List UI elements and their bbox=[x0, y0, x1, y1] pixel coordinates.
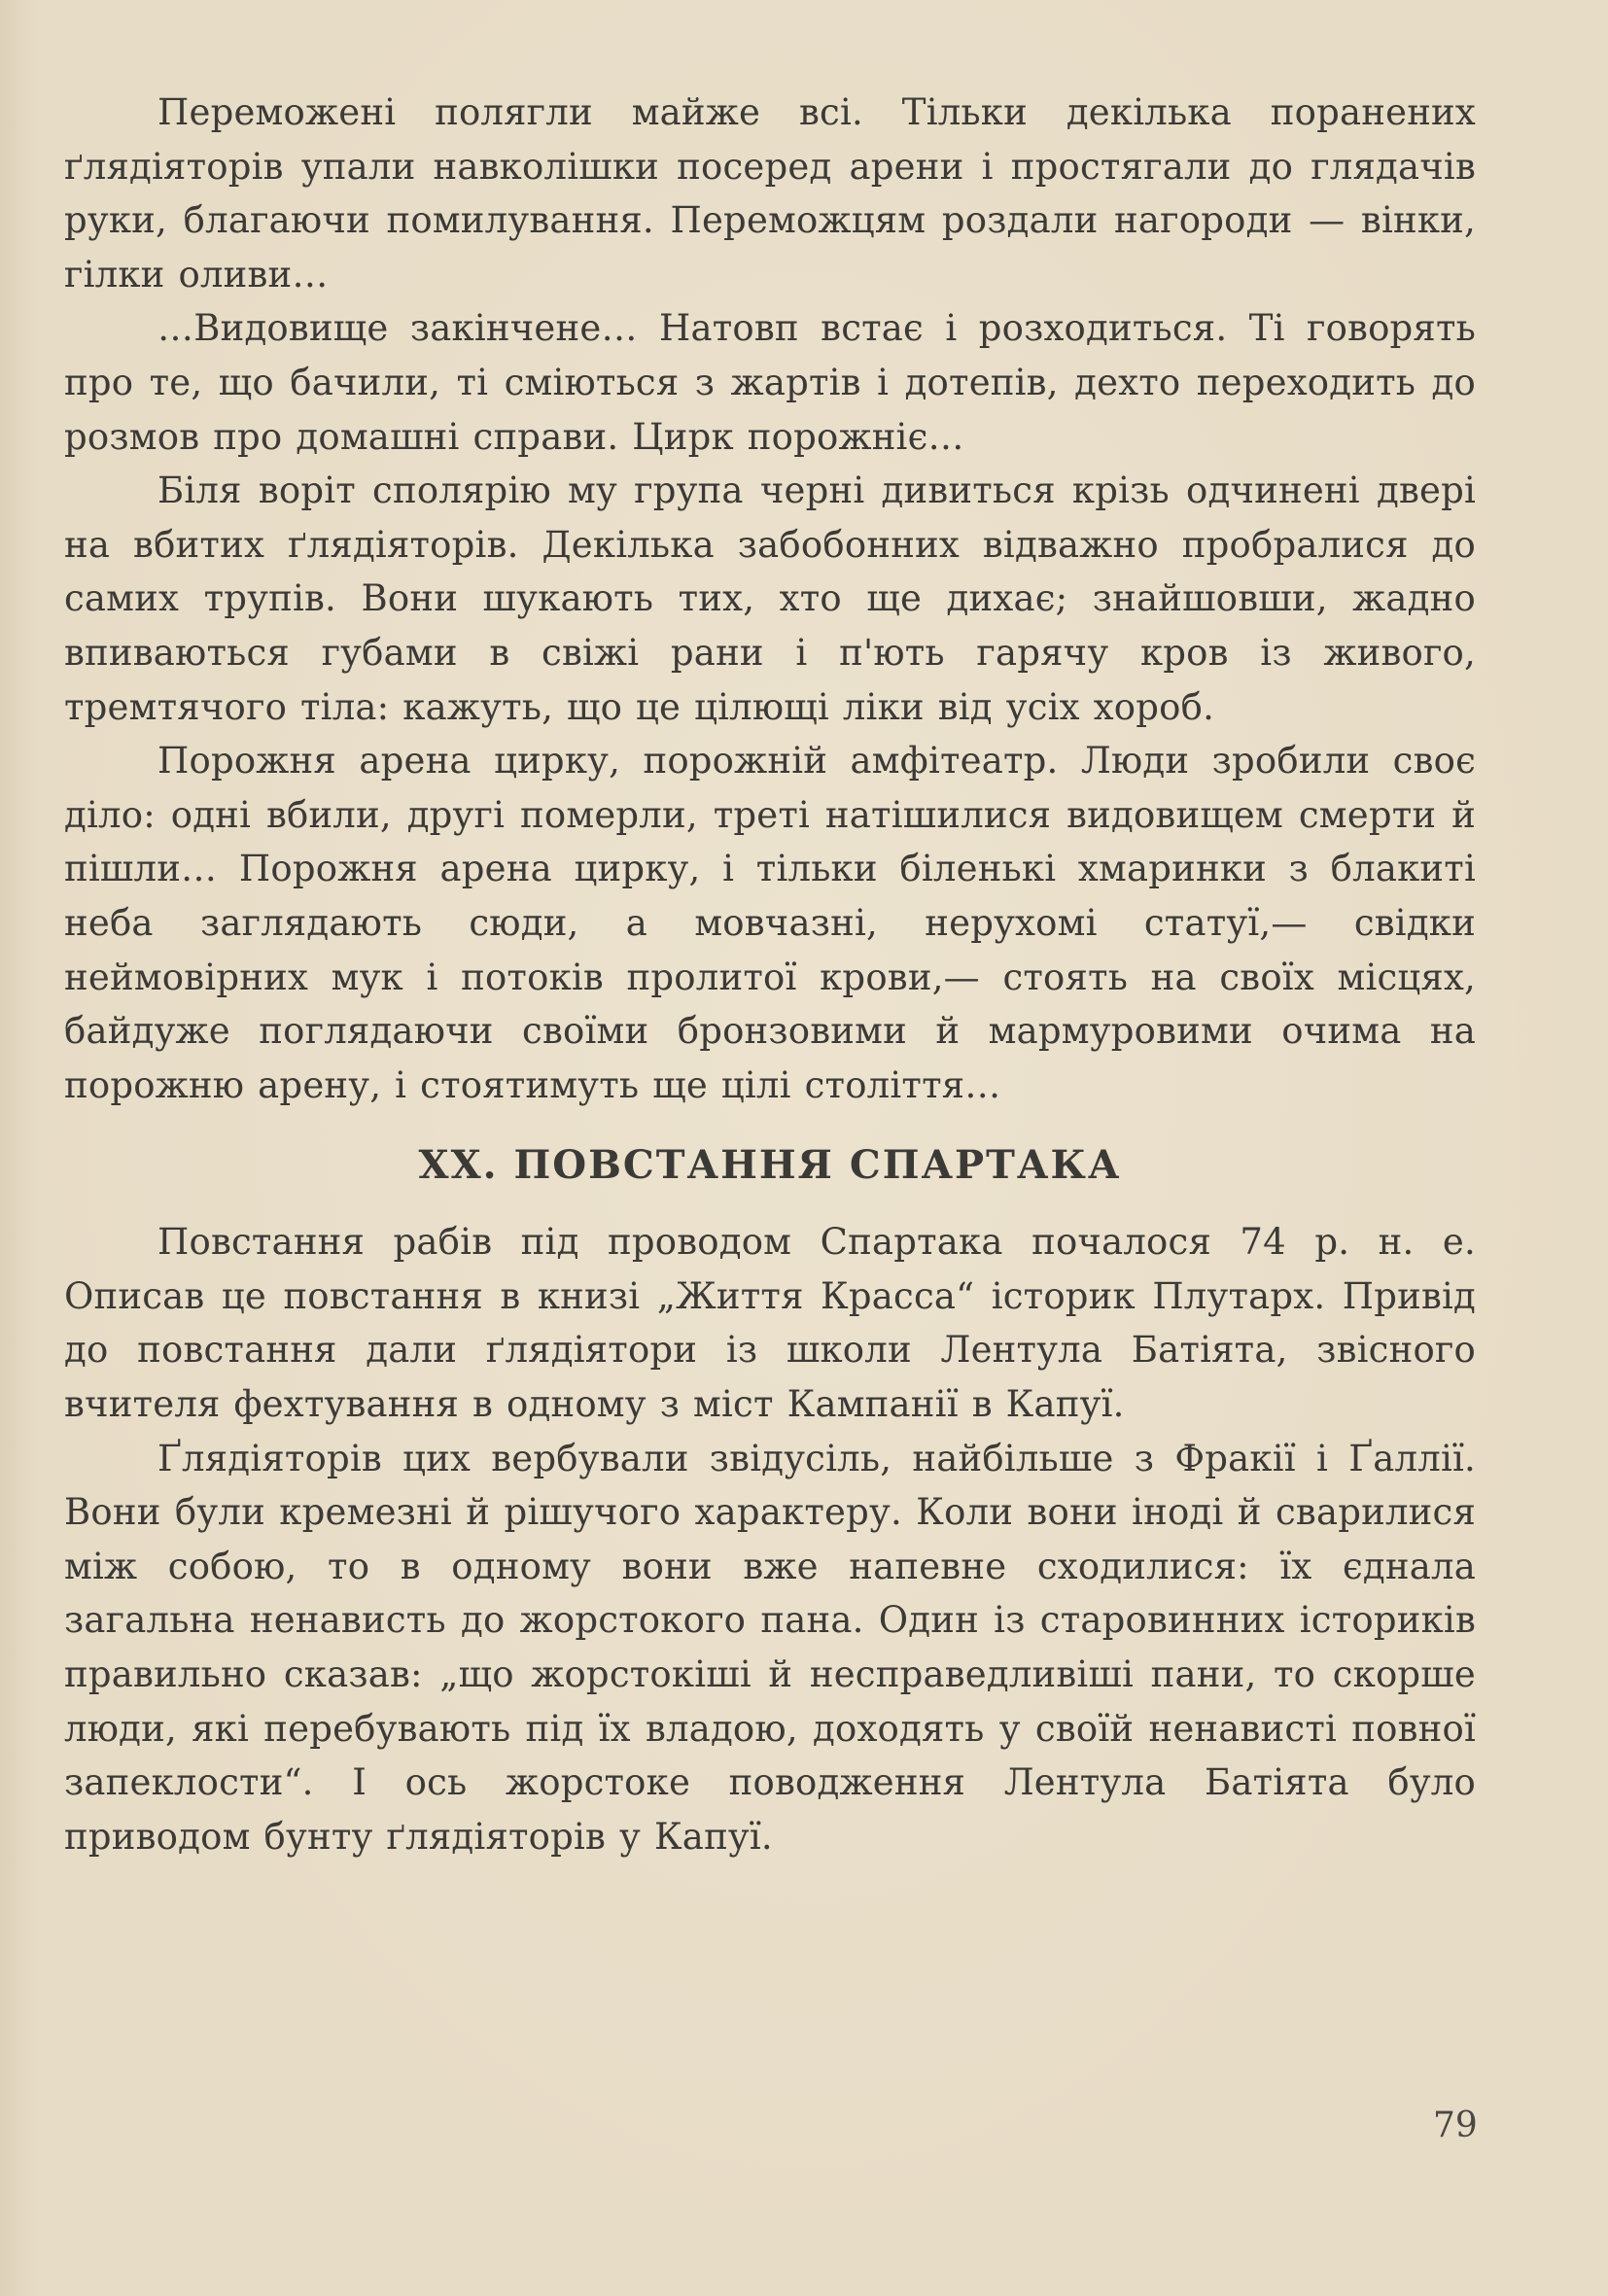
paragraph: Біля воріт сполярію му група черні дивиться крізь одчинені двері на вбитих ґлядіяторів. Декілька забобонних відважно пробралися до самих трупів. Вони шукають тих, хто ще дихає; знайшовши, жадно впиваються губами в свіжі рани і п'ють гарячу кров із живого, тремтячого тіла: кажуть, що це цілющі ліки від усіх хороб. bbox=[64, 470, 1476, 728]
paragraph: Переможені полягли майже всі. Тільки декілька поранених ґлядіяторів упали навколішки посеред арени і простягали до глядачів руки, благаючи помилування. Переможцям роздали нагороди — вінки, гілки оливи… bbox=[64, 91, 1476, 296]
paragraph: Повстання рабів під проводом Спартака почалося 74 р. н. е. Описав це повстання в книзі „Життя Красса“ історик Плутарх. Привід до повстання дали ґлядіятори із школи Лентула Батіята, звісного вчителя фехтування в одному з міст Кампанії в Капуї. bbox=[64, 1221, 1476, 1426]
paragraph: Ґлядіяторів цих вербували звідусіль, найбільше з Фракії і Ґаллії. Вони були кремезні й рішучого характеру. Коли вони іноді й сварилися між собою, то в одному вони вже напевне сходилися: їх єднала загальна ненависть до жорстокого пана. Один із старовинних істориків правильно сказав: „що жорстокіші й несправедливіші пани, то скорше люди, які перебувають під їх владою, доходять у своїй ненависті повної запеклости“. І ось жорстоке поводження Лентула Батіята було приводом бунту ґлядіяторів у Капуї. bbox=[64, 1437, 1476, 1858]
paragraph: …Видовище закінчене… Натовп встає і розходиться. Ті говорять про те, що бачили, ті сміються з жартів і дотепів, дехто переходить до розмов про домашні справи. Цирк порожніє… bbox=[64, 307, 1476, 458]
chapter-heading: XX. ПОВСТАННЯ СПАРТАКА bbox=[418, 1142, 1122, 1189]
page-number: 79 bbox=[1433, 2105, 1478, 2145]
page-text bbox=[64, 86, 1476, 1863]
paragraph: Порожня арена цирку, порожній амфітеатр. Люди зробили своє діло: одні вбили, другі померли, треті натішилися видовищем смерти й пішли… Порожня арена цирку, і тільки біленькі хмаринки з блакиті неба заглядають сюди, а мовчазні, нерухомі статуї,— свідки неймовірних мук і потоків пролитої крови,— стоять на своїх місцях, байдуже поглядаючи своїми бронзовими й мармуровими очима на порожню арену, і стоятимуть ще цілі століття… bbox=[64, 740, 1476, 1106]
